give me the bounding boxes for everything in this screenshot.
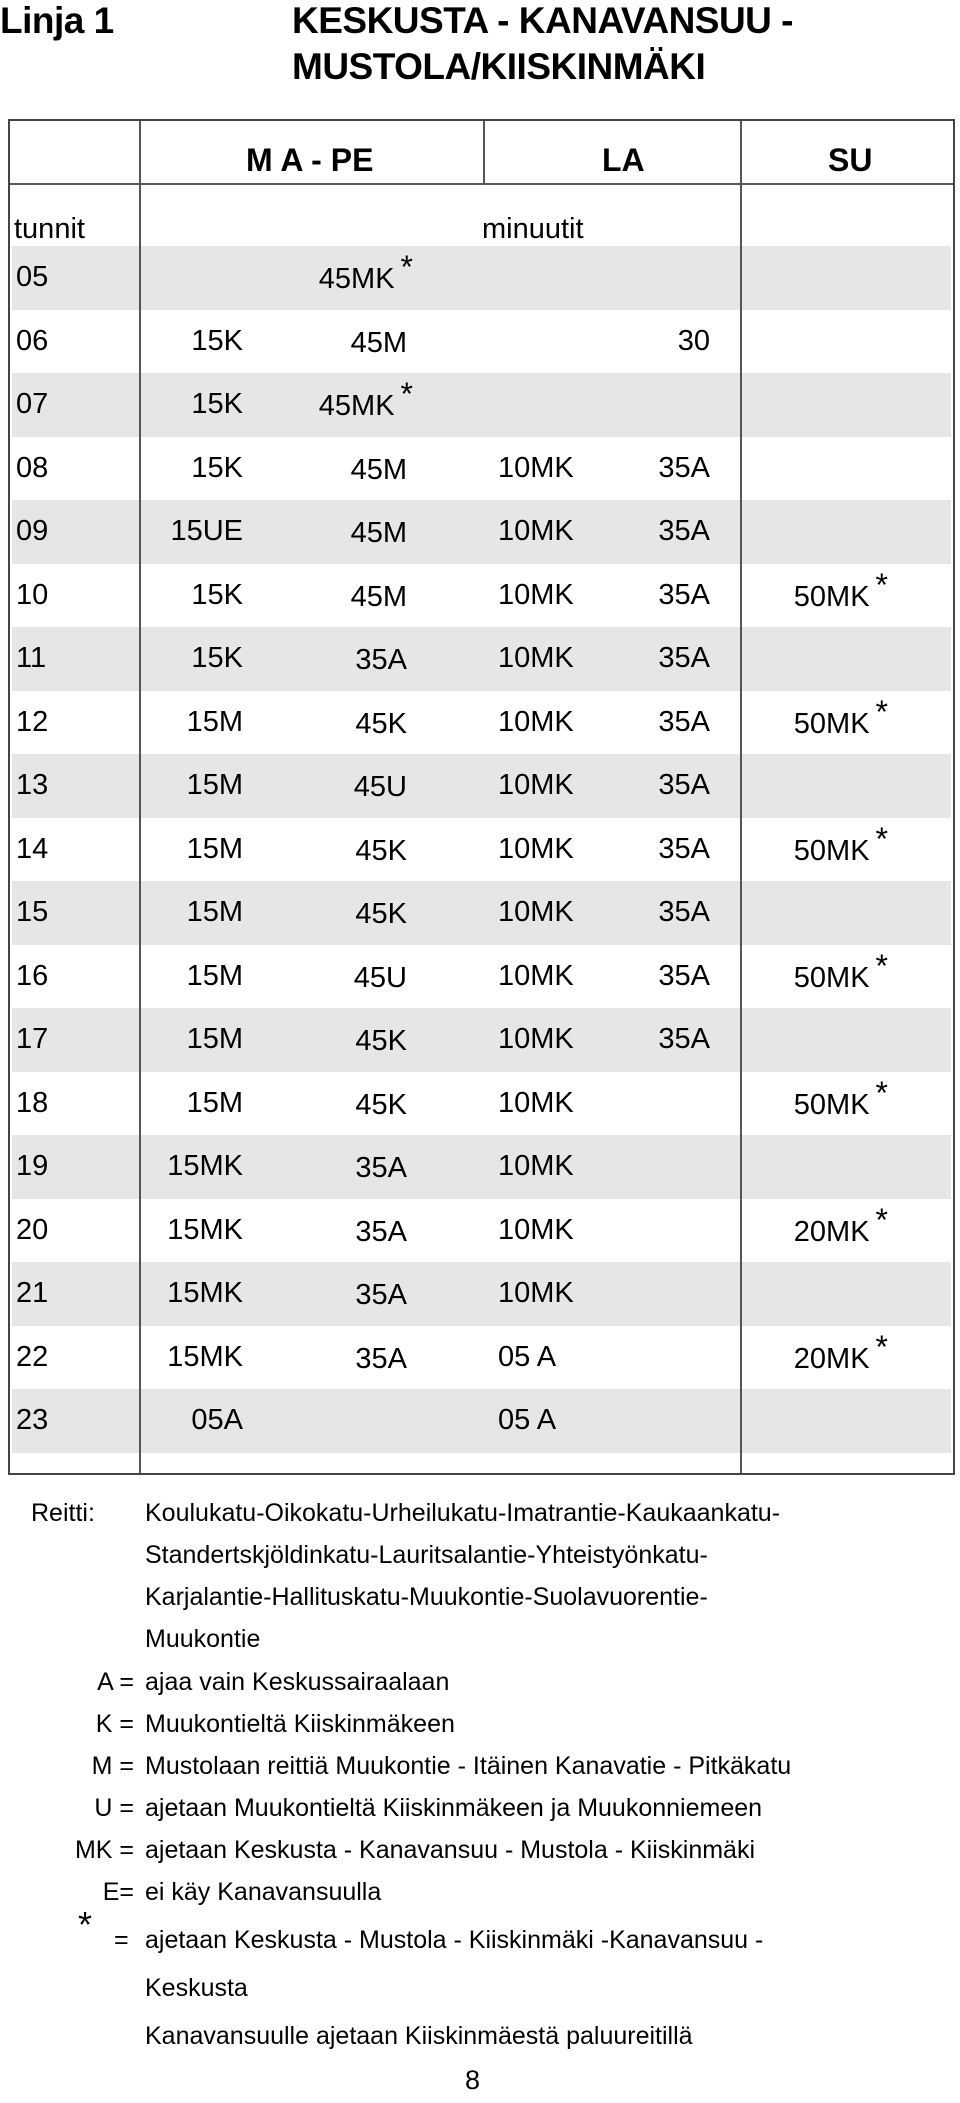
table-row (12, 818, 951, 882)
hour-cell (16, 691, 48, 754)
hour-cell-text: 18 (16, 1086, 49, 1119)
star-legend-line: Keskusta (145, 1974, 248, 2002)
weekday-minute-1 (191, 627, 243, 690)
saturday-minute-2-text: 35A (658, 896, 710, 928)
saturday-minute-2 (658, 437, 710, 500)
weekday-minute-2 (351, 310, 413, 375)
sunday-minute (794, 818, 888, 883)
hour-cell (16, 754, 48, 817)
saturday-minute-1 (498, 818, 574, 881)
hour-cell-text: 08 (16, 451, 49, 484)
saturday-minute-1 (498, 754, 574, 817)
sunday-minute (882, 1135, 888, 1200)
weekday-minute-2 (355, 691, 413, 756)
route-title-line-2: MUSTOLA/KIISKINMÄKI (292, 46, 706, 87)
hour-cell-text: 19 (16, 1150, 49, 1182)
saturday-minute-1-text: 10MK (498, 451, 574, 484)
weekday-minute-2 (355, 818, 413, 883)
route-line: Koulukatu-Oikokatu-Urheilukatu-Imatrantie-Kaukaankatu- (145, 1499, 781, 1527)
weekday-minute-1-text: 05A (191, 1404, 243, 1436)
hour-cell-text: 14 (16, 832, 49, 865)
table-row (12, 627, 951, 691)
table-row (12, 1389, 951, 1453)
saturday-minute-1-text: 10MK (498, 642, 574, 674)
saturday-minute-1-text: 05 A (498, 1404, 557, 1436)
legend-key: M = (91, 1752, 134, 1780)
saturday-minute-1-text: 10MK (498, 1213, 574, 1246)
hour-cell (16, 881, 48, 944)
weekday-minute-2 (354, 754, 413, 819)
weekday-minute-1-text: 15K (191, 451, 243, 484)
hour-cell-text: 11 (16, 642, 47, 674)
hour-cell-text: 12 (16, 705, 49, 738)
legend-text: Mustolaan reittiä Muukontie - Itäinen Kanavatie - Pitkäkatu (145, 1752, 792, 1780)
hour-cell-text: 09 (16, 515, 49, 547)
hour-cell-text: 16 (16, 959, 49, 992)
hour-cell (16, 1389, 48, 1452)
weekday-minute-2 (407, 1389, 413, 1454)
weekday-minute-2 (351, 437, 413, 502)
sunday-minute (882, 1262, 888, 1327)
sunday-minute (882, 500, 888, 565)
saturday-minute-2-text: 35A (658, 769, 710, 801)
saturday-header: LA (602, 142, 645, 178)
weekday-minute-2-text: 45MK (318, 263, 395, 295)
weekday-minute-1-text: 15UE (170, 515, 243, 547)
saturday-minute-1 (498, 437, 574, 500)
saturday-minute-2 (658, 754, 710, 817)
saturday-minute-1-text: 10MK (498, 1023, 574, 1055)
weekday-minute-1-text: 15MK (167, 1277, 243, 1309)
saturday-minute-1 (498, 1135, 574, 1198)
weekday-minute-2 (355, 1135, 413, 1200)
weekday-minute-1-text: 15M (186, 896, 243, 928)
sunday-minute-text: 50MK (793, 1088, 870, 1121)
hour-cell (16, 437, 48, 500)
weekday-minute-1 (187, 1008, 243, 1071)
sunday-minute (794, 1326, 888, 1391)
weekday-minute-2-text: 35A (355, 1342, 407, 1375)
saturday-minute-1 (498, 1072, 574, 1135)
hours-subheader: tunnit (14, 213, 85, 245)
table-row (12, 1135, 951, 1199)
weekday-minute-1 (187, 1072, 243, 1135)
weekday-minute-1-text: 15M (186, 1086, 243, 1119)
sunday-minute-text: 50MK (793, 707, 870, 740)
saturday-minute-1-text: 10MK (498, 578, 574, 611)
table-row (12, 1008, 951, 1072)
weekday-minute-2-text: 35A (355, 1279, 407, 1311)
saturday-minute-2 (658, 818, 710, 881)
saturday-minute-1-text: 10MK (498, 515, 574, 547)
weekday-minute-2-text: 45M (350, 580, 407, 613)
weekday-minute-1 (167, 1135, 243, 1198)
weekday-minute-2-text: 45K (355, 898, 407, 930)
weekday-minute-1-text: 15MK (167, 1340, 243, 1373)
weekday-minute-2 (355, 1199, 413, 1264)
weekday-minute-2-text: 35A (355, 644, 407, 676)
table-row (12, 881, 951, 945)
saturday-minute-2 (658, 881, 710, 944)
weekday-minute-2-text: 45K (355, 707, 407, 740)
weekday-minute-2 (355, 1326, 413, 1391)
star-marker: * (875, 566, 888, 603)
weekday-minute-2 (319, 373, 413, 438)
hour-cell (16, 627, 46, 690)
weekday-minute-2 (354, 945, 413, 1010)
star-marker: * (400, 249, 413, 285)
minutes-subheader: minuutit (482, 213, 584, 245)
star-marker: * (875, 1074, 888, 1111)
legend-key: A = (97, 1668, 134, 1696)
weekday-minute-2-text: 35A (355, 1215, 407, 1248)
star-legend-line: Kanavansuulle ajetaan Kiiskinmäestä paluureitillä (145, 2022, 693, 2050)
saturday-minute-2-text: 30 (677, 324, 710, 357)
star-marker: * (875, 693, 888, 730)
route-line: Karjalantie-Hallituskatu-Muukontie-Suolavuorentie- (145, 1583, 708, 1611)
star-marker: * (875, 1201, 888, 1238)
weekday-minute-1-text: 15K (191, 388, 243, 420)
saturday-minute-2 (658, 691, 710, 754)
legend-text: ajetaan Muukontieltä Kiiskinmäkeen ja Muukonniemeen (145, 1794, 763, 1822)
sunday-minute-text: 50MK (793, 580, 870, 613)
legend-text: ajetaan Keskusta - Kanavansuu - Mustola - Kiiskinmäki (145, 1836, 756, 1864)
sunday-minute (882, 1389, 888, 1454)
saturday-minute-2-text: 35A (658, 515, 710, 547)
hour-cell (16, 1199, 48, 1262)
saturday-minute-1-text: 10MK (498, 832, 574, 865)
legend-key: E= (102, 1878, 134, 1906)
saturday-minute-1-text: 10MK (498, 1150, 574, 1182)
weekday-minute-2 (355, 627, 413, 692)
star-equals: = (114, 1926, 129, 1954)
saturday-minute-1-text: 10MK (498, 705, 574, 738)
weekday-minute-1-text: 15M (186, 1023, 243, 1055)
weekday-minute-1-text: 15MK (167, 1150, 243, 1182)
hour-cell-text: 21 (16, 1277, 49, 1309)
saturday-minute-2-text: 35A (658, 959, 710, 992)
sunday-minute-text: 20MK (793, 1215, 870, 1248)
weekday-minute-2 (355, 1008, 413, 1073)
weekday-minute-2-text: 45U (353, 961, 407, 994)
saturday-minute-2-text: 35A (658, 1023, 710, 1055)
line-label: Linja 1 (0, 0, 114, 41)
saturday-minute-1 (498, 1262, 574, 1325)
weekday-minute-2-text: 45MK (318, 390, 395, 422)
sunday-minute-text: 20MK (793, 1342, 870, 1375)
sunday-minute (794, 945, 888, 1010)
legend-key: K = (95, 1710, 134, 1738)
saturday-minute-1 (498, 1326, 556, 1389)
hour-cell (16, 945, 48, 1008)
weekday-minute-1 (191, 437, 243, 500)
hour-cell (16, 1262, 48, 1325)
sunday-minute-text: 50MK (793, 834, 870, 867)
saturday-minute-1 (498, 1008, 574, 1071)
route-line: Standertskjöldinkatu-Lauritsalantie-Yhteistyönkatu- (145, 1541, 708, 1569)
weekday-minute-1 (187, 881, 243, 944)
weekday-minute-2 (351, 500, 413, 565)
saturday-minute-2 (658, 1008, 710, 1071)
weekday-minute-1 (191, 1389, 243, 1452)
weekday-header: M A - PE (246, 142, 374, 178)
saturday-minute-1-text: 10MK (498, 959, 574, 992)
hour-cell (16, 564, 48, 627)
hour-cell-text: 13 (16, 769, 49, 801)
saturday-minute-2 (658, 564, 710, 627)
sunday-minute (794, 1072, 888, 1137)
legend-key: MK = (74, 1836, 134, 1864)
sunday-minute (882, 754, 888, 819)
saturday-minute-1-text: 10MK (498, 1086, 574, 1119)
table-row (12, 691, 951, 755)
table-row (12, 1199, 951, 1263)
hour-cell (16, 500, 48, 563)
weekday-minute-1 (170, 500, 243, 563)
sunday-minute (794, 564, 888, 629)
weekday-minute-2 (355, 1262, 413, 1327)
legend-text: ajaa vain Keskussairaalaan (145, 1668, 450, 1696)
header-divider (10, 183, 953, 185)
hour-cell-text: 07 (16, 388, 49, 420)
saturday-minute-1-text: 05 A (498, 1340, 557, 1373)
saturday-minute-1 (498, 500, 574, 563)
saturday-minute-2-text: 35A (658, 832, 710, 865)
legend-key: U = (94, 1794, 134, 1822)
star-marker: * (875, 1328, 888, 1365)
sunday-minute (882, 437, 888, 502)
weekday-minute-1-text: 15K (191, 324, 243, 357)
weekday-minute-1-text: 15M (186, 832, 243, 865)
weekday-minute-1 (191, 310, 243, 373)
legend-text: Muukontieltä Kiiskinmäkeen (145, 1710, 455, 1738)
saturday-minute-1-text: 10MK (498, 769, 574, 801)
weekday-minute-2 (319, 246, 413, 311)
hour-cell-text: 05 (16, 261, 49, 293)
table-row (12, 945, 951, 1009)
star-marker: * (875, 820, 888, 857)
sunday-minute-text: 50MK (793, 961, 870, 994)
saturday-minute-1-text: 10MK (498, 1277, 574, 1309)
table-row (12, 246, 951, 310)
saturday-minute-2 (658, 627, 710, 690)
route-label: Reitti: (31, 1499, 95, 1527)
hour-cell (16, 1008, 48, 1071)
saturday-minute-1 (498, 1199, 574, 1262)
weekday-minute-2 (355, 881, 413, 946)
table-row (12, 1262, 951, 1326)
hour-cell-text: 15 (16, 896, 49, 928)
saturday-minute-1 (498, 691, 574, 754)
hours-column-divider (139, 121, 141, 1473)
table-row (12, 310, 951, 374)
table-row (12, 500, 951, 564)
saturday-sunday-divider (740, 121, 742, 1473)
weekday-saturday-divider (483, 121, 485, 183)
star-symbol: * (78, 1904, 93, 1945)
weekday-minute-1-text: 15M (186, 705, 243, 738)
weekday-minute-1 (167, 1326, 243, 1389)
sunday-minute (882, 1008, 888, 1073)
hour-cell (16, 1326, 48, 1389)
page-number: 8 (465, 2065, 481, 2095)
weekday-minute-1 (187, 754, 243, 817)
star-legend-line: ajetaan Keskusta - Mustola - Kiiskinmäki -Kanavansuu - (145, 1926, 764, 1954)
weekday-minute-2-text: 45M (350, 326, 407, 359)
hour-cell-text: 22 (16, 1340, 49, 1373)
weekday-minute-1-text: 15K (191, 578, 243, 611)
table-row (12, 437, 951, 501)
hour-cell (16, 373, 48, 436)
saturday-minute-2-text: 35A (658, 642, 710, 674)
hour-cell (16, 1135, 48, 1198)
weekday-minute-1 (187, 945, 243, 1008)
saturday-minute-1 (498, 627, 574, 690)
legend-text: ei käy Kanavansuulla (145, 1878, 382, 1906)
sunday-minute (882, 881, 888, 946)
sunday-minute (882, 373, 888, 438)
saturday-minute-1-text: 10MK (498, 896, 574, 928)
weekday-minute-1 (187, 818, 243, 881)
saturday-minute-1 (498, 1389, 556, 1452)
weekday-minute-2-text: 45M (350, 517, 407, 549)
table-row (12, 564, 951, 628)
weekday-minute-2-text: 45K (355, 1088, 407, 1121)
sunday-minute (794, 691, 888, 756)
weekday-minute-2 (351, 564, 413, 629)
route-title-line-1: KESKUSTA - KANAVANSUU - (292, 0, 794, 41)
saturday-minute-1 (498, 564, 574, 627)
weekday-minute-1 (167, 1199, 243, 1262)
hour-cell-text: 10 (16, 578, 49, 611)
hour-cell-text: 23 (16, 1404, 49, 1436)
saturday-minute-2-text: 35A (658, 451, 710, 484)
weekday-minute-1 (187, 691, 243, 754)
table-row (12, 373, 951, 437)
sunday-minute (882, 246, 888, 311)
table-row (12, 1326, 951, 1390)
hour-cell-text: 06 (16, 324, 49, 357)
saturday-minute-2-text: 35A (658, 705, 710, 738)
table-row (12, 754, 951, 818)
weekday-minute-2 (355, 1072, 413, 1137)
weekday-minute-2-text: 35A (355, 1152, 407, 1184)
hour-cell-text: 20 (16, 1213, 49, 1246)
saturday-minute-2 (658, 945, 710, 1008)
weekday-minute-1-text: 15MK (167, 1213, 243, 1246)
weekday-minute-1-text: 15M (186, 959, 243, 992)
saturday-minute-2-text: 35A (658, 578, 710, 611)
sunday-header: SU (828, 142, 873, 178)
weekday-minute-2-text: 45U (353, 771, 407, 803)
sunday-minute (882, 627, 888, 692)
table-row (12, 1072, 951, 1136)
weekday-minute-2-text: 45K (355, 1025, 407, 1057)
hour-cell-text: 17 (16, 1023, 49, 1055)
star-marker: * (875, 947, 888, 984)
saturday-minute-1 (498, 945, 574, 1008)
weekday-minute-2-text: 45K (355, 834, 407, 867)
weekday-minute-1 (167, 1262, 243, 1325)
star-marker: * (400, 376, 413, 412)
hour-cell (16, 246, 48, 309)
saturday-minute-2 (658, 500, 710, 563)
saturday-minute-1 (498, 881, 574, 944)
weekday-minute-1-text: 15K (191, 642, 243, 674)
weekday-minute-1 (191, 373, 243, 436)
saturday-minute-2 (678, 310, 710, 373)
weekday-minute-1-text: 15M (186, 769, 243, 801)
sunday-minute (794, 1199, 888, 1264)
timetable (8, 119, 955, 1475)
weekday-minute-1 (191, 564, 243, 627)
route-line: Muukontie (145, 1625, 261, 1653)
hour-cell (16, 818, 48, 881)
hour-cell (16, 310, 48, 373)
sunday-minute (882, 310, 888, 375)
hour-cell (16, 1072, 48, 1135)
weekday-minute-2-text: 45M (350, 453, 407, 486)
